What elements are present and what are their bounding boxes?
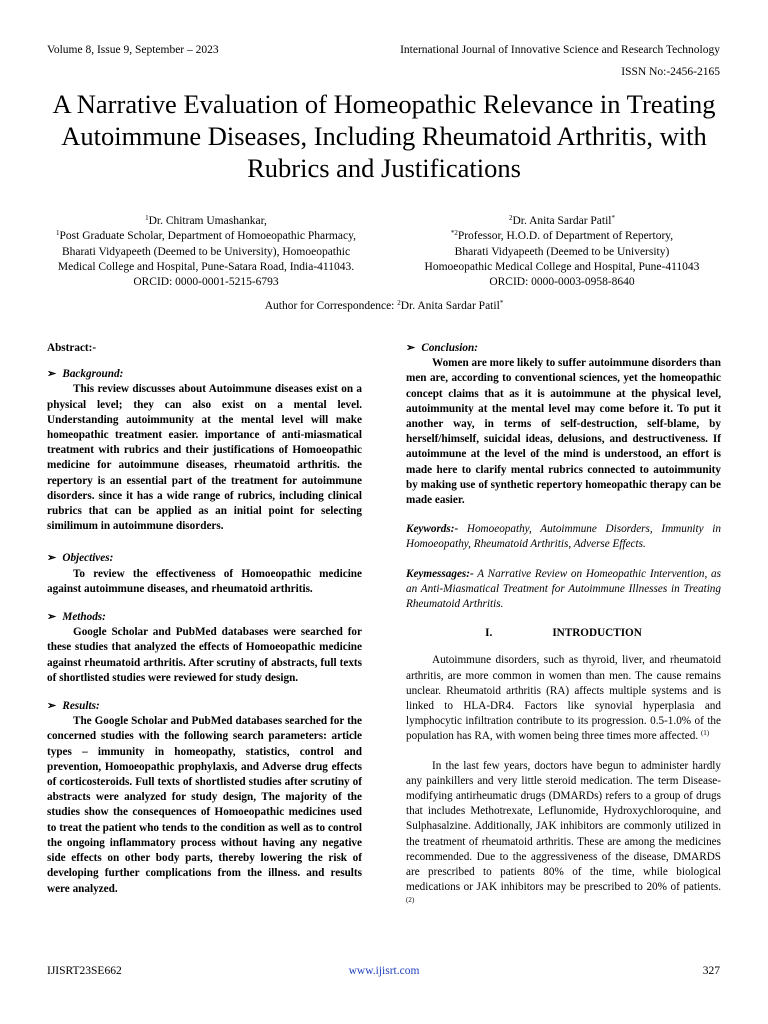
author-name: Dr. Anita Sardar Patil [512, 215, 612, 227]
arrow-bullet-icon: ➢ [47, 552, 57, 565]
results-heading: ➢ Results: [47, 700, 100, 713]
author-sup: 1 [145, 214, 149, 222]
affil-line-3: Homoeopathic Medical College and Hospital, Pune-411043 [424, 260, 700, 273]
arrow-bullet-icon: ➢ [47, 368, 57, 381]
volume-issue: Volume 8, Issue 9, September – 2023 [47, 44, 219, 56]
methods-heading: ➢ Methods: [47, 611, 106, 624]
paper-title: A Narrative Evaluation of Homeopathic Relevance in Treating Autoimmune Diseases, Including Rheumatoid Arthritis, with Rubrics and Justifications [52, 89, 716, 183]
arrow-bullet-icon: ➢ [47, 700, 57, 713]
keywords [406, 522, 721, 552]
issn: ISSN No:-2456-2165 [621, 66, 720, 78]
author-affiliation: Post Graduate Scholar, Department of Homoeopathic Pharmacy, Bharati Vidyapeeth (Deemed to be University), Homoeopathic Medical College and Hospital, Pune-Satara Road, India-411043. ORCID: 0000-0001-5215-6793 [57, 230, 356, 289]
author-star: * [611, 214, 615, 222]
article-code: IJISRT23SE662 [47, 965, 122, 977]
author-block-2 [402, 214, 722, 290]
section-title: INTRODUCTION [552, 627, 642, 640]
abstract-heading: Abstract:- [47, 342, 97, 354]
left-column [47, 341, 362, 897]
keymessages-label: Keymessages:- [406, 567, 474, 580]
results-text: The Google Scholar and PubMed databases searched for the concerned studies with the following search parameters: article types – immunity in homeopathy, statistics, control and prevention, Homoeopathic prophylaxis, and Adverse drug effects of corticosteroids. Full texts of shortlisted studies after scrutiny of abstracts were analyzed for study design, The majority of the studies show the consequences of Homoeopathic medicines used to treat the patient who tends to the condition as well as to control the ongoing inflammatory process without having any negative side effects on other body parts, thereby lowering the risk of developing further complications from the illness. and results were analyzed. [47, 715, 362, 895]
author-sup: 2 [508, 214, 513, 222]
citation-ref: (2) [406, 895, 415, 904]
correspondence-line [0, 300, 768, 312]
section-number: I. [485, 627, 493, 640]
introduction-heading [406, 626, 721, 641]
affil-sup: *2 [450, 229, 458, 238]
corr-sup: 2 [397, 299, 401, 307]
corr-prefix: Author for Correspondence: [264, 300, 398, 312]
keywords-text: Homoeopathy, Autoimmune Disorders, Immunity in Homoeopathy, Rheumatoid Arthritis, Adverse Effects. [406, 523, 721, 551]
objectives-heading: ➢ Objectives: [47, 552, 114, 565]
background-heading: ➢ Background: [47, 368, 124, 381]
author-name: Dr. Chitram Umashankar, [148, 215, 267, 227]
background-text: This review discusses about Autoimmune diseases exist on a physical level; they can also exist on a mental level. Understanding autoimmunity at the mental level will make homeopathic treatment easier. importance of anti-miasmatical treatment with rubrics and their justifications of Homoeopathic medicine for autoimmune diseases, rheumatoid arthritis. the repertory is an essential part of the treatment for autoimmune disorders. since it has a wide range of rubrics, including clinical rubrics that can be applied as an initial point for selecting similimum in autoimmune disorders. [47, 383, 362, 533]
intro-paragraph-1: Autoimmune disorders, such as thyroid, liver, and rheumatoid arthritis, are more common in women than men. The cause remains unclear. Rheumatoid arthritis (RA) affects multiple systems and is linked to HLA-DR4. Factors like synovial hyperplasia and lymphocytic infiltration contribute to its progression. 0.5-1.0% of the population has RA, with women being three times more affected. $^{(1)}$ [406, 654, 721, 743]
intro-paragraph-2: In the last few years, doctors have begun to administer hardly any painkillers and very little steroid medication. The term Disease-modifying antirheumatic drugs (DMARDs) refers to a group of drugs that includes Methotrexate, Leflunomide, Hydroxychloroquine, and Sulphasalzine. Additionally, JAK inhibitors are commonly utilized in the treatment of rheumatoid arthritis. These are among the medicines recommended. Due to the aggressiveness of the disease, DMARDS are prescribed to patients 80% of the time, while biological medications or JAK inhibitors may be prescribed to 20% of patients. $^{(2)}$ [406, 759, 721, 904]
arrow-bullet-icon: ➢ [47, 611, 57, 624]
website-link[interactable]: www.ijisrt.com [348, 965, 420, 977]
keymessages [406, 567, 721, 613]
citation-ref: (1) [700, 729, 710, 738]
keywords-label: Keywords:- [406, 523, 459, 536]
affil-line-1: Professor, H.O.D. of Department of Repertory, [457, 230, 674, 243]
conclusion-heading: ➢ Conclusion: [406, 342, 478, 354]
corr-name: Dr. Anita Sardar Patil [400, 300, 500, 312]
corr-star: * [499, 299, 504, 307]
author-block-1 [46, 214, 366, 290]
affil-line-4: ORCID: 0000-0003-0958-8640 [489, 276, 635, 289]
objectives-text: To review the effectiveness of Homoeopathic medicine against autoimmune diseases, and rheumatoid arthritis. [47, 567, 362, 595]
keymessages-text: A Narrative Review on Homeopathic Intervention, as an Anti-Miasmatical Treatment for Autoimmune Illnesses in Treating Rheumatoid Arthritis. [406, 567, 721, 611]
conclusion-text: Women are more likely to suffer autoimmune disorders than men are, according to conventional sciences, yet the homeopathic concept claims that as it is autoimmune at the physical level, autoimmunity at the mental level may come before it. To put it another way, in terms of self-destruction, self-blame, by herself/himself, suicidal ideas, delusions, and destructiveness. If autoimmune at the level of the mind is understood, an effort is made here to clarify mental rubrics connected to autoimmunity by making use of synthetic repertory homeopathic therapy can be made easier. [406, 357, 721, 507]
affil-sup: 1 [56, 229, 60, 238]
right-column [406, 341, 721, 925]
journal-name: International Journal of Innovative Science and Research Technology [400, 44, 720, 56]
arrow-bullet-icon: ➢ [406, 342, 416, 354]
page-number: 327 [702, 965, 720, 977]
affil-line-2: Bharati Vidyapeeth (Deemed to be University) [454, 245, 670, 258]
methods-text: Google Scholar and PubMed databases were searched for these studies that analyzed the effects of Homoeopathic medicine against rheumatoid arthritis. After scrutiny of abstracts, full texts of shortlisted studies were reviewed for study design. [47, 626, 362, 684]
